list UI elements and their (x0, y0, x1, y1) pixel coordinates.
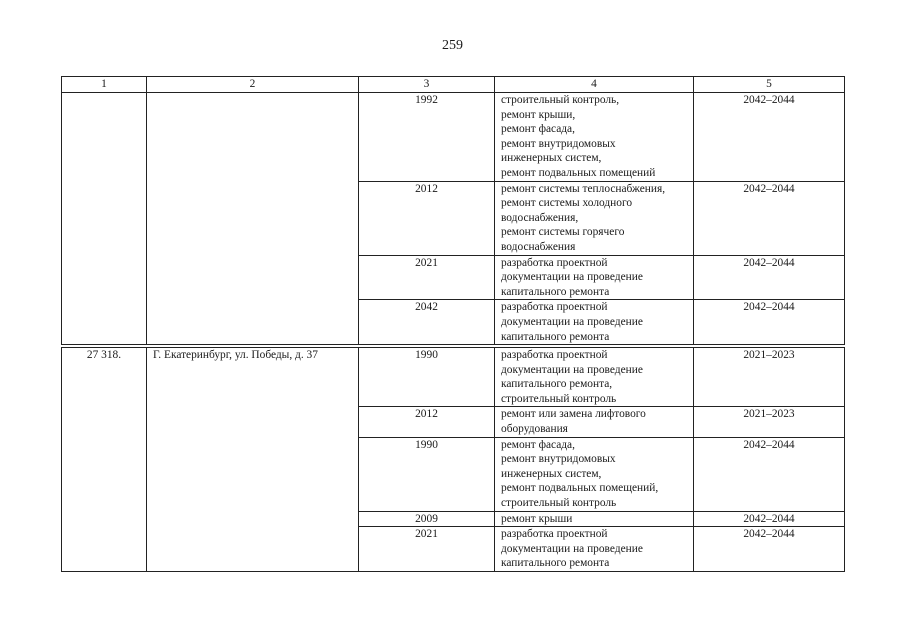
year-cell: 2021 (359, 527, 495, 572)
period-cell: 2021–2023 (694, 407, 845, 437)
work-type-line: строительный контроль, (501, 94, 620, 106)
work-type-line: ремонт фасада, (501, 438, 575, 451)
period-cell: 2021–2023 (694, 348, 845, 407)
work-type-line: ремонт подвальных помещений, (501, 482, 659, 495)
object-number-cell: 27 318. (62, 348, 147, 572)
year-cell: 1992 (359, 93, 495, 182)
table-row (62, 348, 845, 407)
period-cell: 2042–2044 (694, 527, 845, 572)
work-type-line: ремонт внутридомовых (501, 137, 616, 150)
address-cell (147, 93, 359, 345)
work-type-line: ремонт системы горячего (501, 226, 625, 239)
work-type-line: разработка проектной (501, 256, 608, 269)
work-type-cell (495, 300, 694, 345)
work-type-line: строительный контроль (501, 392, 617, 405)
period-cell: 2042–2044 (694, 181, 845, 255)
period-cell: 2042–2044 (694, 437, 845, 511)
work-type-cell (495, 348, 694, 407)
object-number-cell (62, 93, 147, 345)
column-header-4: 4 (495, 77, 694, 93)
work-type-cell (495, 181, 694, 255)
table-row (62, 93, 845, 182)
year-cell: 2012 (359, 407, 495, 437)
work-type-cell (495, 407, 694, 437)
period-cell: 2042–2044 (694, 511, 845, 527)
work-type-line: разработка проектной (501, 349, 608, 362)
work-type-line: ремонт системы теплоснабжения, (501, 182, 666, 195)
work-type-cell (495, 511, 694, 527)
work-type-line: ремонт фасада, (501, 123, 575, 136)
work-type-line: инженерных систем, (501, 152, 602, 165)
page-number: 259 (442, 38, 463, 53)
work-type-line: разработка проектной (501, 301, 608, 314)
repair-schedule-table (61, 76, 845, 572)
work-type-line: документации на проведение (501, 542, 643, 555)
year-cell: 2009 (359, 511, 495, 527)
work-type-line: водоснабжения, (501, 211, 579, 224)
work-type-line: водоснабжения (501, 240, 576, 253)
work-type-line: документации на проведение (501, 363, 643, 376)
work-type-line: ремонт крыши, (501, 108, 576, 121)
work-type-line: документации на проведение (501, 271, 643, 284)
work-type-cell (495, 437, 694, 511)
work-type-line: оборудования (501, 423, 568, 436)
year-cell: 2042 (359, 300, 495, 345)
work-type-line: инженерных систем, (501, 467, 602, 480)
year-cell: 1990 (359, 348, 495, 407)
year-cell: 2012 (359, 181, 495, 255)
work-type-line: ремонт системы холодного (501, 197, 633, 210)
work-type-line: ремонт внутридомовых (501, 453, 616, 466)
work-type-cell (495, 255, 694, 300)
year-cell: 1990 (359, 437, 495, 511)
work-type-line: ремонт крыши (501, 512, 573, 525)
work-type-cell (495, 93, 694, 182)
work-type-line: капитального ремонта (501, 285, 610, 298)
column-header-1: 1 (62, 77, 147, 93)
address-cell: Г. Екатеринбург, ул. Победы, д. 37 (147, 348, 359, 572)
work-type-line: капитального ремонта (501, 557, 610, 570)
year-cell: 2021 (359, 255, 495, 300)
table-body (62, 93, 845, 572)
work-type-line: капитального ремонта (501, 330, 610, 343)
work-type-line: ремонт подвальных помещений (501, 166, 656, 179)
work-type-line: разработка проектной (501, 528, 608, 541)
period-cell: 2042–2044 (694, 255, 845, 300)
column-header-5: 5 (694, 77, 845, 93)
work-type-line: капитального ремонта, (501, 378, 613, 391)
period-cell: 2042–2044 (694, 300, 845, 345)
work-type-line: ремонт или замена лифтового (501, 408, 646, 421)
work-type-line: документации на проведение (501, 315, 643, 328)
header-row (62, 77, 845, 93)
column-header-2: 2 (147, 77, 359, 93)
column-header-3: 3 (359, 77, 495, 93)
work-type-cell (495, 527, 694, 572)
work-type-line: строительный контроль (501, 497, 617, 510)
period-cell: 2042–2044 (694, 93, 845, 182)
